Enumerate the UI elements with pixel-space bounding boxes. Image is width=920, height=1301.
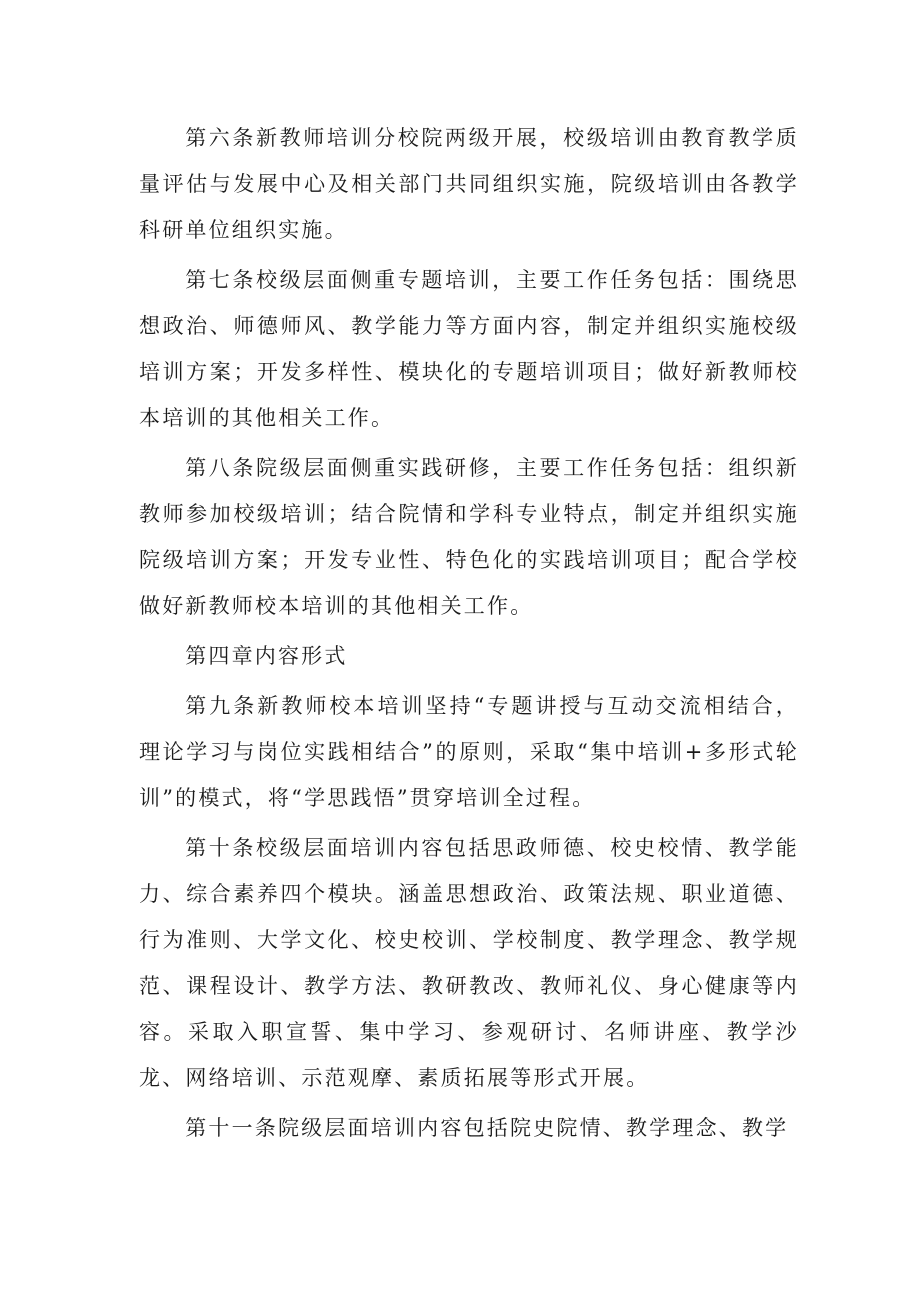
article-7-paragraph: 第七条校级层面侧重专题培训，主要工作任务包括：围绕思想政治、师德师风、教学能力等方面内容，制定并组织实施校级培训方案；开发多样性、模块化的专题培训项目；做好新教师校本培训的其他相关工作。 <box>139 268 799 430</box>
article-9-paragraph: 第九条新教师校本培训坚持“专题讲授与互动交流相结合，理论学习与岗位实践相结合”的原则，采取“集中培训+多形式轮训”的模式，将“学思践悟”贯穿培训全过程。 <box>139 694 799 810</box>
article-6-paragraph: 第六条新教师培训分校院两级开展，校级培训由教育教学质量评估与发展中心及相关部门共同组织实施，院级培训由各教学科研单位组织实施。 <box>139 126 799 242</box>
document-body <box>139 115 799 1155</box>
chapter-4-heading: 第四章内容形式 <box>185 644 348 668</box>
article-11-paragraph: 第十一条院级层面培训内容包括院史院情、教学理念、教学 <box>185 1116 789 1140</box>
article-10-paragraph: 第十条校级层面培训内容包括思政师德、校史校情、教学能力、综合素养四个模块。涵盖思想政治、政策法规、职业道德、行为准则、大学文化、校史校训、学校制度、教学理念、教学规范、课程设计、教学方法、教研教改、教师礼仪、身心健康等内容。采取入职宣誓、集中学习、参观研讨、名师讲座、教学沙龙、网络培训、示范观摩、素质拓展等形式开展。 <box>139 836 799 1090</box>
article-8-paragraph: 第八条院级层面侧重实践研修，主要工作任务包括：组织新教师参加校级培训；结合院情和学科专业特点，制定并组织实施院级培训方案；开发专业性、特色化的实践培训项目；配合学校做好新教师校本培训的其他相关工作。 <box>139 456 799 618</box>
